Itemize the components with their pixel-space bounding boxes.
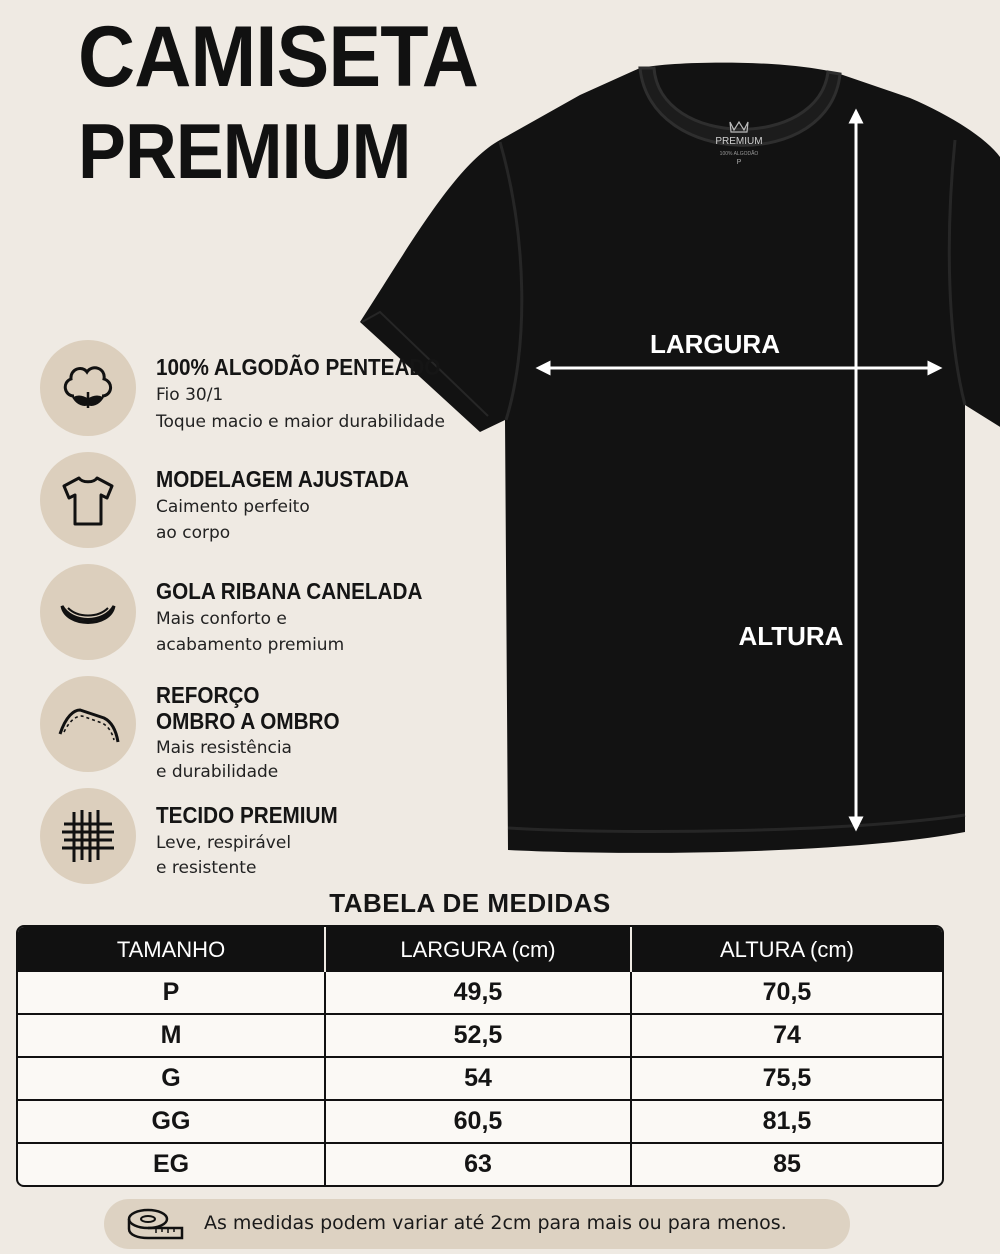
size-table-title: TABELA DE MEDIDAS xyxy=(329,888,611,918)
feature-title: 100% ALGODÃO PENTEADO xyxy=(156,354,441,380)
feature-desc-line: Leve, respirável xyxy=(156,833,292,853)
cell-height: 70,5 xyxy=(630,972,942,1013)
table-row xyxy=(18,1099,942,1142)
feature-icon-circle xyxy=(40,452,136,548)
title-line-1: CAMISETA xyxy=(78,9,478,105)
feature-desc-line: e durabilidade xyxy=(156,762,279,782)
feature-fabric xyxy=(40,788,480,888)
table-row xyxy=(18,1142,942,1185)
cell-size: P xyxy=(162,978,180,1006)
column-header-width: LARGURA (cm) xyxy=(324,927,630,972)
cell-width: 60,5 xyxy=(324,1099,630,1142)
cell-width: 63 xyxy=(324,1142,630,1185)
column-header-size: TAMANHO xyxy=(18,927,324,972)
feature-title: OMBRO A OMBRO xyxy=(156,708,340,734)
table-row xyxy=(18,972,942,1013)
cotton-icon xyxy=(52,352,124,424)
table-row xyxy=(18,1013,942,1056)
feature-desc-line: Caimento perfeito xyxy=(156,497,310,517)
feature-collar xyxy=(40,564,480,664)
measurement-note xyxy=(104,1199,850,1249)
feature-icon-circle xyxy=(40,788,136,884)
label-size: P xyxy=(736,159,742,166)
label-composition: 100% ALGODÃO xyxy=(719,151,759,157)
feature-title: MODELAGEM AJUSTADA xyxy=(156,466,410,492)
feature-cotton xyxy=(40,340,480,440)
feature-fit xyxy=(40,452,480,552)
size-table xyxy=(16,925,944,1187)
feature-icon-circle xyxy=(40,676,136,772)
note-text: As medidas podem variar até 2cm para mais ou para menos. xyxy=(204,1212,787,1234)
feature-reinforcement xyxy=(40,676,480,786)
feature-title: GOLA RIBANA CANELADA xyxy=(156,578,423,604)
cell-size: GG xyxy=(18,1099,324,1142)
feature-desc-line: acabamento premium xyxy=(156,635,345,655)
cell-size: EG xyxy=(18,1142,324,1185)
collar-icon xyxy=(52,576,124,648)
measuring-tape-icon xyxy=(126,1205,184,1245)
feature-desc-line: Toque macio e maior durabilidade xyxy=(156,412,445,432)
width-label: LARGURA xyxy=(650,329,780,359)
shoulder-seam-icon xyxy=(52,688,124,760)
feature-icon-circle xyxy=(40,340,136,436)
feature-icon-circle xyxy=(40,564,136,660)
feature-desc-line: Mais conforto e xyxy=(156,609,287,629)
cell-height: 81,5 xyxy=(630,1099,942,1142)
title-line-2: PREMIUM xyxy=(78,107,411,195)
feature-title: TECIDO PREMIUM xyxy=(156,802,338,828)
tshirt-icon xyxy=(52,464,124,536)
table-row xyxy=(18,1056,942,1099)
cell-size: G xyxy=(18,1056,324,1099)
feature-title: REFORÇO xyxy=(156,682,260,708)
label-brand: PREMIUM xyxy=(715,136,763,147)
feature-desc-line: e resistente xyxy=(156,858,257,878)
cell-height: 75,5 xyxy=(630,1056,942,1099)
height-label: ALTURA xyxy=(738,621,844,651)
feature-desc-line: ao corpo xyxy=(156,523,231,543)
cell-height: 74 xyxy=(630,1013,942,1056)
cell-width: 49,5 xyxy=(324,972,630,1013)
feature-desc-line: Mais resistência xyxy=(156,738,292,758)
column-header-height: ALTURA (cm) xyxy=(630,927,942,972)
feature-desc-line: Fio 30/1 xyxy=(156,385,224,405)
cell-width: 54 xyxy=(324,1056,630,1099)
table-header-row xyxy=(18,927,942,972)
fabric-grid-icon xyxy=(52,800,124,872)
cell-height: 85 xyxy=(630,1142,942,1185)
cell-size: M xyxy=(18,1013,324,1056)
cell-width: 52,5 xyxy=(324,1013,630,1056)
